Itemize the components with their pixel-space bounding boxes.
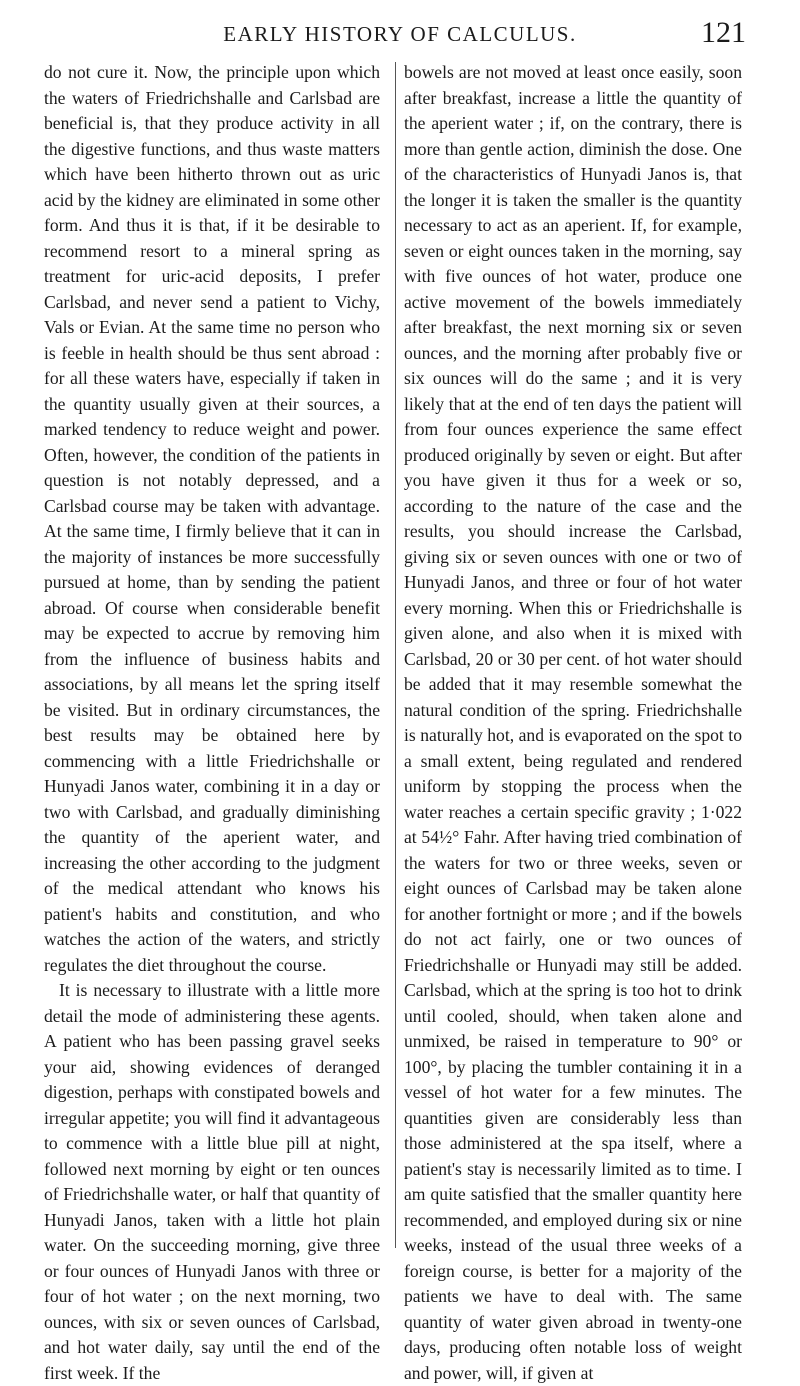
paragraph: bowels are not moved at least once easily, soon after breakfast, increase a little the quantity of the aperient water ; if, on the contrary, there is more than gentle action, diminish the dose. One of the characteristics of Hunyadi Janos is, that the longer it is taken the smaller is the quantity necessary to act as an aperient. If, for example, seven or eight ounces taken in the morning, say with five ounces of hot water, produce one active movement of the bowels immediately after breakfast, the next morning six or seven ounces, and the morning after probably five or six ounces will do the same ; and it is very likely that at the end of ten days the patient will from four ounces experience the same effect produced originally by seven or eight. But after you have given it thus for a week or so, according to the nature of the case and the results, you should increase the Carlsbad, giving six or seven ounces with one or two of Hunyadi Janos, and three or four of hot water every morning. When this or Friedrichshalle is given alone, and also when it is mixed with Carlsbad, 20 or 30 per cent. of hot water should be added that it may resemble somewhat the natural condition of the spring. Friedrichshalle is naturally hot, and is evaporated on the spot to a small extent, being regulated and rendered uniform by stopping the process when the water reaches a certain specific gravity ; 1·022 at 54½° Fahr. After having tried combination of the waters for two or three weeks, seven or eight ounces of Carlsbad may be taken alone for another fortnight or more ; and if the bowels do not act fairly, one or two ounces of Friedrichshalle or Hunyadi may still be added. Carlsbad, which at the spring is too hot to drink until cooled, should, when taken alone and unmixed, be raised in temperature to 90° or 100°, by placing the tumbler containing it in a vessel of hot water for a few minutes. The quantities given are considerably less than those administered at the spa itself, where a patient's stay is necessarily limited as to time. I am quite satisfied that the smaller quantity here recommended, and employed during six or nine weeks, instead of the usual three weeks of a foreign course, is better for a majority of the patients we have to deal with. The same quantity of water given abroad in twenty-one days, producing often notable loss of weight and power, will, if given at: [404, 62, 742, 1383]
left-column: [44, 60, 380, 1386]
page-number: 121: [701, 16, 746, 49]
paragraph: It is necessary to illustrate with a little more detail the mode of administering these agents. A patient who has been passing gravel seeks your aid, showing evidences of deranged digestion, perhaps with constipated bowels and irregular appetite; you will find it advantageous to commence with a little blue pill at night, followed next morning by eight or ten ounces of Friedrichshalle water, or half that quantity of Hunyadi Janos, taken with a little hot plain water. On the succeeding morning, give three or four ounces of Hunyadi Janos with three or four of hot water ; on the next morning, two ounces, with six or seven ounces of Carlsbad, and hot water daily, say until the end of the first week. If the: [44, 980, 380, 1383]
paragraph: do not cure it. Now, the principle upon which the waters of Friedrichshalle and Carlsbad are beneficial is, that they produce activity in all the digestive functions, and thus waste matters which have been hitherto thrown out as uric acid by the kidney are eliminated in some other form. And thus it is that, if it be desirable to recommend resort to a mineral spring as treatment for uric-acid deposits, I prefer Carlsbad, and never send a patient to Vichy, Vals or Evian. At the same time no person who is feeble in health should be thus sent abroad : for all these waters have, especially if taken in the quantity usually given at their sources, a marked tendency to reduce weight and power. Often, however, the condition of the patients in question is not notably depressed, and a Carlsbad course may be taken with advantage. At the same time, I firmly believe that it can in the majority of instances be more successfully pursued at home, than by sending the patient abroad. Of course when considerable benefit may be expected to accrue by removing him from the influence of business habits and associations, by all means let the spring itself be visited. But in ordinary circumstances, the best results may be obtained here by commencing with a little Friedrichshalle or Hunyadi Janos water, combining it in a day or two with Carlsbad, and gradually diminishing the quantity of the aperient water, and increasing the other according to the judgment of the medical attendant who knows his patient's habits and constitution, and who watches the action of the waters, and strictly regulates the diet throughout the course.: [44, 62, 380, 975]
column-divider: [395, 62, 396, 1248]
right-column: [404, 60, 742, 1386]
running-title: EARLY HISTORY OF CALCULUS.: [223, 22, 577, 46]
page-header: [0, 14, 800, 54]
